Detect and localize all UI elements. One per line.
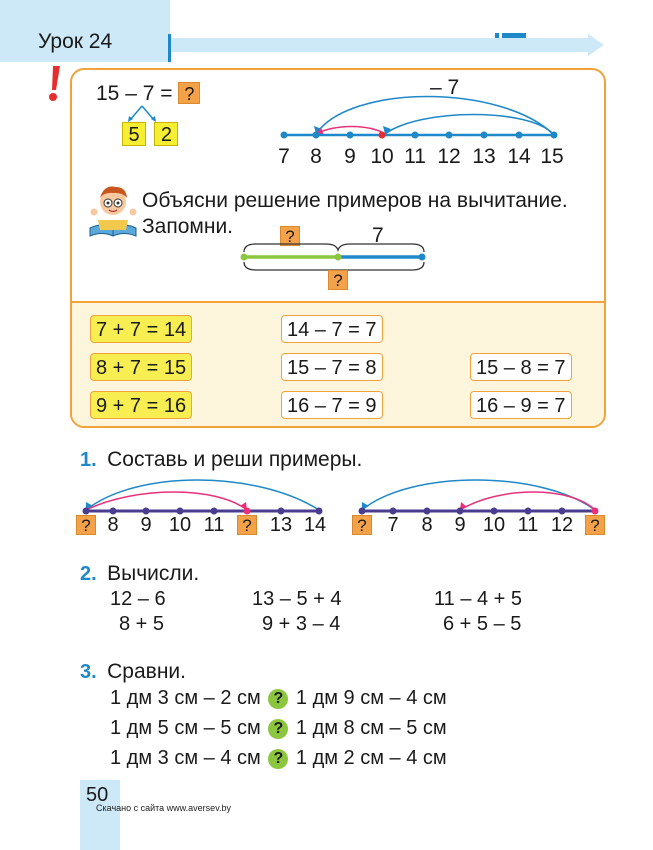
fact-box: 9 + 7 = 16 [90, 391, 192, 419]
expression: 12 – 6 [110, 588, 166, 610]
compare-row [110, 747, 447, 770]
compare-mark: ? [268, 749, 288, 769]
tick-label: 9 [344, 145, 356, 168]
tick-label: 10 [482, 514, 506, 536]
tick-label: 9 [454, 514, 466, 536]
compare-left: 1 дм 3 см – 4 см [110, 747, 261, 769]
tick-label: 12 [437, 145, 461, 168]
fact-box: 16 – 9 = 7 [470, 391, 572, 419]
segment-diagram [236, 240, 432, 274]
tick-label: 13 [269, 514, 293, 536]
task-number: 2. [80, 563, 97, 585]
tick-label: 10 [370, 145, 394, 168]
split-arrows [118, 104, 178, 124]
explain-text [142, 188, 568, 240]
fact-box: 15 – 7 = 8 [281, 353, 383, 381]
header-dash [502, 33, 526, 38]
expression: 6 + 5 – 5 [443, 613, 522, 635]
compare-right: 1 дм 2 см – 4 см [295, 747, 447, 769]
task-number: 1. [80, 449, 97, 471]
tick-label: 11 [203, 514, 225, 536]
split-part: 2 [154, 122, 178, 146]
unknown-box: ? [178, 82, 200, 104]
arc-label: – 7 [430, 76, 460, 99]
tick-label: 8 [107, 514, 119, 536]
task1-number-line-b [350, 474, 606, 516]
task-1-heading [80, 448, 362, 472]
explain-line-1: Объясни решение примеров на вычитание. [142, 189, 568, 212]
tick-label: 12 [550, 514, 574, 536]
compare-right: 1 дм 9 см – 4 см [295, 687, 447, 709]
fact-box: 8 + 7 = 15 [90, 353, 192, 381]
task-3-heading [80, 660, 186, 684]
boy-reading-icon [86, 182, 140, 240]
equation-left: 15 – 7 = [96, 82, 173, 105]
tick-label: 10 [168, 514, 192, 536]
explain-line-2: Запомни. [142, 215, 234, 238]
compare-row [110, 717, 447, 740]
task-2-heading [80, 562, 199, 586]
page-number: 50 [86, 784, 109, 806]
segment-unknown-top: ? [280, 226, 300, 246]
unknown-box: ? [585, 515, 605, 535]
header-dash [495, 33, 499, 38]
split-part: 5 [122, 122, 146, 146]
compare-row [110, 687, 447, 710]
lesson-title: Урок 24 [38, 30, 113, 53]
unknown-box: ? [237, 515, 257, 535]
tick-label: 13 [472, 145, 496, 168]
unknown-box: ? [76, 515, 96, 535]
task1-number-line-a [76, 474, 332, 516]
rule-number-line [270, 90, 570, 146]
expression: 8 + 5 [119, 613, 165, 635]
tick-label: 15 [540, 145, 564, 168]
fact-box: 15 – 8 = 7 [470, 353, 572, 381]
fact-box: 14 – 7 = 7 [281, 315, 383, 343]
header-stripe [170, 38, 590, 52]
compare-right: 1 дм 8 см – 5 см [295, 717, 447, 739]
segment-unknown-bottom: ? [328, 270, 348, 290]
tick-label: 9 [140, 514, 152, 536]
fact-box: 7 + 7 = 14 [90, 315, 192, 343]
compare-left: 1 дм 3 см – 2 см [110, 687, 261, 709]
expression: 9 + 3 – 4 [262, 613, 341, 635]
exclamation-icon [46, 64, 62, 104]
compare-mark: ? [268, 689, 288, 709]
header-divider [168, 34, 171, 62]
download-credit: Скачано с сайта www.aversev.by [96, 803, 232, 813]
segment-known-label: 7 [372, 224, 384, 247]
expression: 11 – 4 + 5 [434, 588, 523, 610]
tick-label: 7 [387, 514, 399, 536]
tick-label: 11 [517, 514, 539, 536]
split-boxes [122, 122, 178, 146]
tick-label: 8 [310, 145, 322, 168]
tick-label: 14 [303, 514, 327, 536]
header-arrow-tip [588, 34, 604, 56]
compare-left: 1 дм 5 см – 5 см [110, 717, 261, 739]
expression: 13 – 5 + 4 [252, 588, 342, 610]
fact-box: 16 – 7 = 9 [281, 391, 383, 419]
tick-label: 7 [278, 145, 290, 168]
tick-label: 14 [507, 145, 531, 168]
task-number: 3. [80, 661, 97, 683]
main-equation [96, 82, 200, 106]
tick-label: 8 [421, 514, 433, 536]
compare-mark: ? [268, 719, 288, 739]
unknown-box: ? [352, 515, 372, 535]
task-title: Вычисли. [107, 562, 200, 585]
task-title: Составь и реши примеры. [107, 448, 363, 471]
tick-label: 11 [404, 145, 426, 168]
task-title: Сравни. [107, 660, 186, 683]
